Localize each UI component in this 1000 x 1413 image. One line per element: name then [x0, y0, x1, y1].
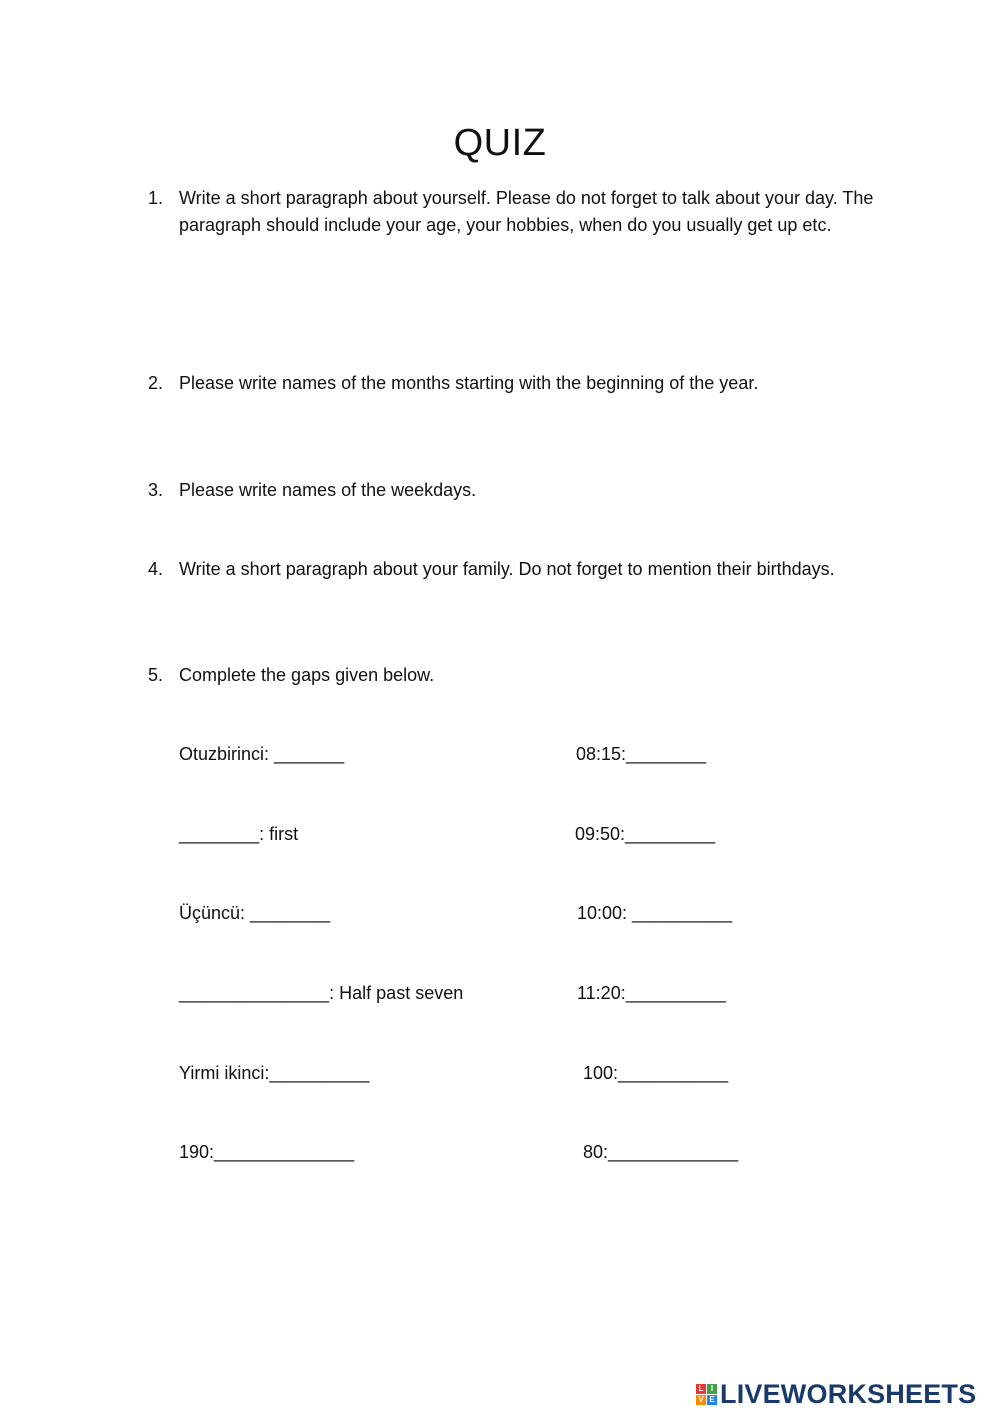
- question-number: 1.: [148, 188, 164, 208]
- question-number: 5.: [148, 665, 164, 685]
- logo-blocks-icon: [696, 1384, 717, 1405]
- question-text: Please write names of the months starting with the beginning of the year.: [179, 373, 759, 393]
- gap-item-right-6[interactable]: 80:_____________: [583, 1142, 739, 1162]
- question-text: Write a short paragraph about your family. Do not forget to mention their birthdays.: [179, 559, 835, 579]
- gap-item-left-3[interactable]: Üçüncü: ________: [179, 903, 331, 923]
- liveworksheets-logo[interactable]: [696, 1376, 976, 1412]
- gap-item-left-5[interactable]: Yirmi ikinci:__________: [179, 1063, 370, 1083]
- question-number: 3.: [148, 480, 164, 500]
- gap-item-left-2[interactable]: ________: first: [179, 824, 299, 844]
- gap-item-right-3[interactable]: 10:00: __________: [577, 903, 733, 923]
- gap-item-right-2[interactable]: 09:50:_________: [575, 824, 716, 844]
- question-text: Complete the gaps given below.: [179, 665, 435, 685]
- logo-text: LIVEWORKSHEETS: [720, 1378, 977, 1409]
- gap-item-right-4[interactable]: 11:20:__________: [577, 983, 726, 1003]
- page-title: QUIZ: [453, 122, 547, 164]
- logo-block: V: [696, 1395, 706, 1405]
- gap-item-left-1[interactable]: Otuzbirinci: _______: [179, 744, 345, 764]
- question-number: 2.: [148, 373, 164, 393]
- question-number: 4.: [148, 559, 164, 579]
- question-text: Write a short paragraph about yourself. Please do not forget to talk about your day. The paragraph should include your age, your hobbies, when do you usually get up etc.: [179, 188, 874, 235]
- gap-item-right-5[interactable]: 100:___________: [583, 1063, 729, 1083]
- gap-item-left-6[interactable]: 190:______________: [179, 1142, 355, 1162]
- gap-item-left-4[interactable]: _______________: Half past seven: [179, 983, 464, 1003]
- logo-block: I: [707, 1384, 717, 1394]
- logo-block: L: [696, 1384, 706, 1394]
- gap-item-right-1[interactable]: 08:15:________: [576, 744, 707, 764]
- question-text: Please write names of the weekdays.: [179, 480, 477, 500]
- logo-block: E: [707, 1395, 717, 1405]
